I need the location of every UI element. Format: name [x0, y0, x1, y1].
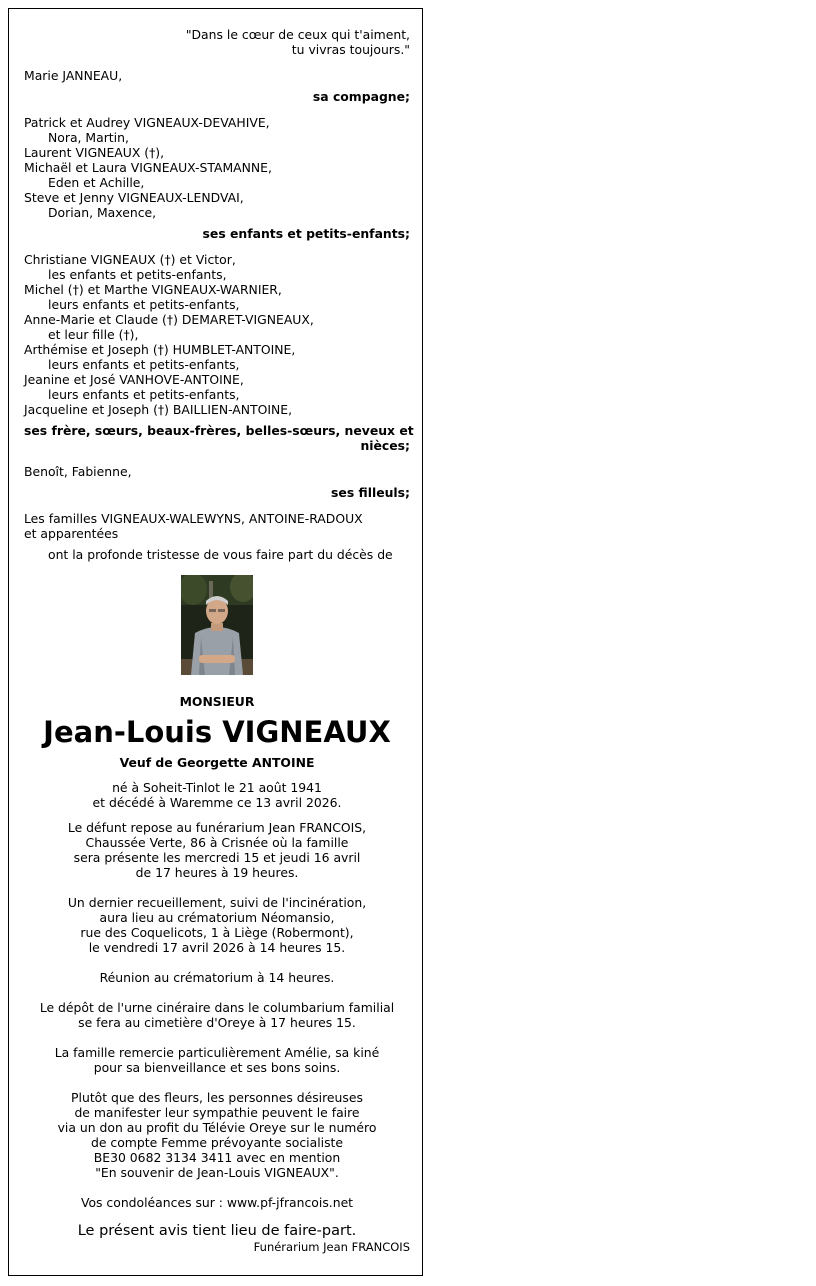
paragraph-donation [24, 1090, 410, 1180]
quote [24, 27, 410, 57]
family-line: Nora, Martin, [48, 130, 129, 145]
obituary-card [8, 8, 423, 1276]
paragraph-meeting [24, 970, 410, 985]
portrait-photo-frame [24, 575, 410, 678]
family-line: Christiane VIGNEAUX (†) et Victor, [24, 252, 236, 267]
text-line: BE30 0682 3134 3411 avec en mention [93, 1150, 341, 1165]
text-line: Un dernier recueillement, suivi de l'incinération, [67, 895, 367, 910]
family-line: leurs enfants et petits-enfants, [48, 357, 240, 372]
text-line: le vendredi 17 avril 2026 à 14 heures 15. [88, 940, 346, 955]
text-line: et décédé à Waremme ce 13 avril 2026. [92, 795, 342, 810]
section-families [24, 511, 410, 541]
quote-line: "Dans le cœur de ceux qui t'aiment, [185, 27, 410, 42]
text-line: Réunion au crématorium à 14 heures. [99, 970, 335, 985]
relationship-label: ses frère, sœurs, beaux-frères, belles-sœurs, neveux et [24, 423, 414, 438]
relationship-label: ses enfants et petits-enfants; [202, 226, 410, 241]
obituary-content [24, 27, 414, 1254]
family-line: Michel (†) et Marthe VIGNEAUX-WARNIER, [24, 282, 282, 297]
relationship-label: ses filleuls; [331, 485, 410, 500]
family-line: Anne-Marie et Claude (†) DEMARET-VIGNEAUX, [24, 312, 314, 327]
text-line: Chaussée Verte, 86 à Crisnée où la famille [85, 835, 349, 850]
widower-line: Veuf de Georgette ANTOINE [119, 755, 315, 770]
text-line: Plutôt que des fleurs, les personnes désireuses [71, 1090, 363, 1105]
text-line: né à Soheit-Tinlot le 21 août 1941 [112, 780, 322, 795]
text-line: de manifester leur sympathie peuvent le faire [74, 1105, 360, 1120]
text-line: pour sa bienveillance et ses bons soins. [93, 1060, 341, 1075]
text-line: Le défunt repose au funérarium Jean FRANCOIS, [67, 820, 367, 835]
paragraph-viewing [24, 820, 410, 880]
paragraph-urn [24, 1000, 410, 1030]
text-line: de 17 heures à 19 heures. [135, 865, 299, 880]
family-line: Jacqueline et Joseph (†) BAILLIEN-ANTOINE, [24, 402, 293, 417]
portrait-photo [181, 575, 253, 675]
quote-line: tu vivras toujours." [291, 42, 410, 57]
announcement: ont la profonde tristesse de vous faire part du décès de [48, 547, 393, 562]
condolences-link[interactable]: Vos condoléances sur : www.pf-jfrancois.net [80, 1195, 354, 1210]
family-line: Marie JANNEAU, [24, 68, 123, 83]
family-line: leurs enfants et petits-enfants, [48, 297, 240, 312]
section-godchildren [24, 464, 410, 500]
birth-death [24, 780, 410, 810]
text-line: via un don au profit du Télévie Oreye sur le numéro [57, 1120, 377, 1135]
relationship-label: nièces; [360, 438, 410, 453]
family-line: et leur fille (†), [48, 327, 139, 342]
family-line: Eden et Achille, [48, 175, 145, 190]
text-line: de compte Femme prévoyante socialiste [90, 1135, 344, 1150]
family-line: les enfants et petits-enfants, [48, 267, 227, 282]
family-line: Laurent VIGNEAUX (†), [24, 145, 165, 160]
text-line: sera présente les mercredi 15 et jeudi 16 avril [73, 850, 361, 865]
text-line: rue des Coquelicots, 1 à Liège (Robermont), [80, 925, 354, 940]
notice-line: Le présent avis tient lieu de faire-part. [77, 1223, 357, 1239]
family-line: Benoît, Fabienne, [24, 464, 132, 479]
section-partner [24, 68, 410, 104]
family-line: et apparentées [24, 526, 119, 541]
family-line: Les familles VIGNEAUX-WALEWYNS, ANTOINE-RADOUX [24, 511, 363, 526]
paragraph-ceremony [24, 895, 410, 955]
text-line: se fera au cimetière d'Oreye à 17 heures 15. [78, 1015, 356, 1030]
paragraph-thanks [24, 1045, 410, 1075]
text-line: Le dépôt de l'urne cinéraire dans le columbarium familial [39, 1000, 395, 1015]
family-line: Arthémise et Joseph (†) HUMBLET-ANTOINE, [24, 342, 296, 357]
text-line: "En souvenir de Jean-Louis VIGNEAUX". [95, 1165, 339, 1180]
relationship-label: sa compagne; [312, 89, 410, 104]
section-siblings [24, 252, 414, 453]
family-line: Patrick et Audrey VIGNEAUX-DEVAHIVE, [24, 115, 270, 130]
section-children [24, 115, 410, 241]
deceased-title: MONSIEUR [179, 694, 255, 709]
text-line: aura lieu au crématorium Néomansio, [99, 910, 335, 925]
family-line: Michaël et Laura VIGNEAUX-STAMANNE, [24, 160, 272, 175]
family-line: Steve et Jenny VIGNEAUX-LENDVAI, [24, 190, 244, 205]
family-line: Dorian, Maxence, [48, 205, 157, 220]
family-line: leurs enfants et petits-enfants, [48, 387, 240, 402]
text-line: La famille remercie particulièrement Amélie, sa kiné [54, 1045, 380, 1060]
family-line: Jeanine et José VANHOVE-ANTOINE, [24, 372, 244, 387]
funeral-home-signature: Funérarium Jean FRANCOIS [253, 1240, 410, 1254]
deceased-name: Jean-Louis VIGNEAUX [43, 715, 391, 749]
